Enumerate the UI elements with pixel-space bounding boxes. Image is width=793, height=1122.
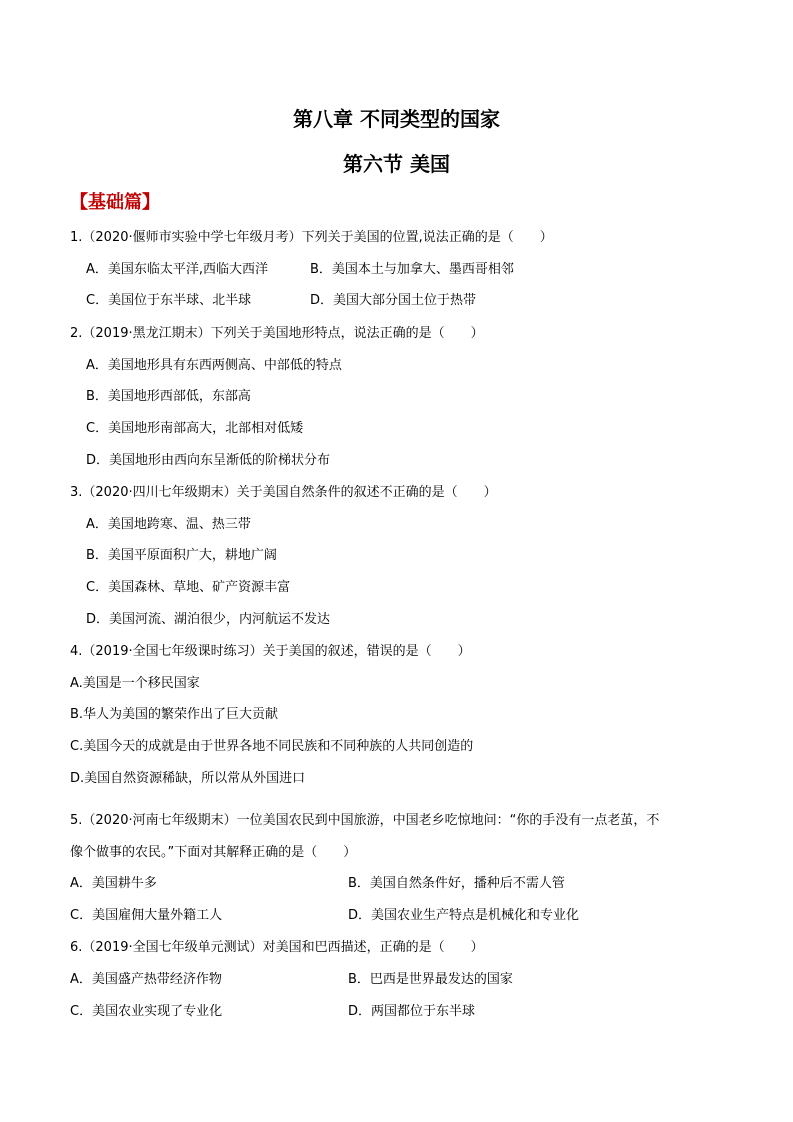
option-a: A．美国地形具有东西两侧高、中部低的特点 [86, 358, 342, 373]
option-b: B．美国地形西部低，东部高 [86, 389, 251, 404]
option-a: A.美国是一个移民国家 [70, 676, 200, 691]
option-d: D．美国大部分国土位于热带 [310, 293, 477, 308]
question-stem: 4.（2019·全国七年级课时练习）关于美国的叙述，错误的是（ ） [70, 644, 471, 659]
chapter-title: 第八章 不同类型的国家 [293, 107, 500, 131]
question-stem: 3.（2020·四川七年级期末）关于美国自然条件的叙述不正确的是（ ） [70, 485, 497, 500]
option-a: A．美国东临太平洋,西临大西洋 [86, 262, 269, 277]
option-b: B．美国平原面积广大，耕地广阔 [86, 548, 277, 563]
section-title: 第六节 美国 [343, 152, 450, 176]
option-a: A．美国地跨寒、温、热三带 [86, 517, 251, 532]
option-d: D．两国都位于东半球 [348, 1004, 476, 1019]
option-c: C．美国地形南部高大，北部相对低矮 [86, 421, 304, 436]
option-a: A．美国耕牛多 [70, 876, 157, 891]
option-c: C．美国位于东半球、北半球 [86, 293, 252, 308]
question-stem: 2.（2019·黑龙江期末）下列关于美国地形特点，说法正确的是（ ） [70, 326, 484, 341]
option-d: D．美国农业生产特点是机械化和专业化 [348, 908, 580, 923]
option-c: C．美国森林、草地、矿产资源丰富 [86, 580, 291, 595]
question-stem: 6.（2019·全国七年级单元测试）对美国和巴西描述，正确的是（ ） [70, 940, 484, 955]
option-c: C．美国雇佣大量外籍工人 [70, 908, 223, 923]
option-b: B．美国自然条件好，播种后不需人管 [348, 876, 565, 891]
option-b: B.华人为美国的繁荣作出了巨大贡献 [70, 707, 279, 722]
option-b: B．巴西是世界最发达的国家 [348, 972, 513, 987]
option-d: D．美国河流、湖泊很少，内河航运不发达 [86, 612, 331, 627]
option-d: D．美国地形由西向东呈渐低的阶梯状分布 [86, 453, 331, 468]
option-a: A．美国盛产热带经济作物 [70, 972, 222, 987]
option-d: D.美国自然资源稀缺，所以常从外国进口 [70, 771, 306, 786]
option-b: B．美国本土与加拿大、墨西哥相邻 [310, 262, 514, 277]
section-label: 【基础篇】 [70, 192, 160, 213]
option-c: C．美国农业实现了专业化 [70, 1004, 223, 1019]
option-c: C.美国今天的成就是由于世界各地不同民族和不同种族的人共同创造的 [70, 739, 474, 754]
question-stem-continued: 像个做事的农民。”下面对其解释正确的是（ ） [70, 845, 357, 860]
question-stem: 5.（2020·河南七年级期末）一位美国农民到中国旅游，中国老乡吃惊地问：“你的手没有一点老茧，不 [70, 813, 660, 828]
question-stem: 1.（2020·偃师市实验中学七年级月考）下列关于美国的位置,说法正确的是（ ） [70, 230, 553, 245]
